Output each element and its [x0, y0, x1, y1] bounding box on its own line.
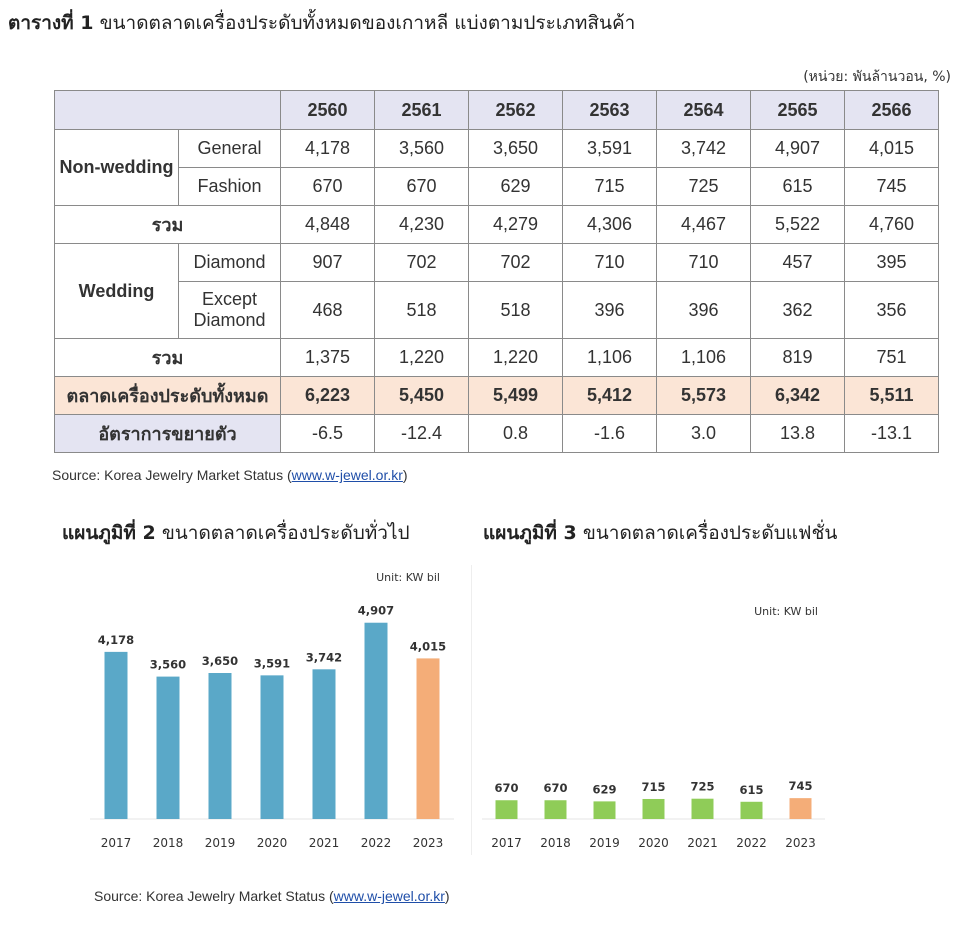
chart-unit-label: Unit: KW bil [376, 571, 440, 584]
x-tick-2022: 2022 [360, 836, 392, 850]
table-row-total [55, 377, 939, 415]
cell: 5,573 [657, 377, 751, 415]
cell: 13.8 [751, 415, 845, 453]
x-tick-2017: 2017 [491, 836, 522, 850]
cell: 710 [563, 244, 657, 282]
cell: 4,230 [375, 206, 469, 244]
table-row-growth [55, 415, 939, 453]
chart-title-general [62, 518, 410, 548]
cell: 518 [469, 282, 563, 339]
cell: 4,015 [845, 130, 939, 168]
cell: 3.0 [657, 415, 751, 453]
cell: 4,907 [751, 130, 845, 168]
cell: 4,760 [845, 206, 939, 244]
x-tick-2019: 2019 [589, 836, 620, 850]
cell: 396 [657, 282, 751, 339]
cell: 3,650 [469, 130, 563, 168]
source-prefix: Source: Korea Jewelry Market Status ( [94, 888, 334, 904]
chart-title-prefix: แผนภูมิที่ 2 [62, 522, 156, 544]
bar-2021 [692, 799, 714, 819]
cell: 5,450 [375, 377, 469, 415]
bar-2023 [790, 798, 812, 819]
data-label-2018: 670 [543, 781, 568, 796]
cell: 1,220 [469, 339, 563, 377]
x-tick-2021: 2021 [687, 836, 718, 850]
data-label-2018: 3,560 [149, 657, 187, 672]
cell: 1,106 [563, 339, 657, 377]
table-row-fashion [55, 168, 939, 206]
bar-2021 [313, 669, 336, 819]
row-label-diamond: Diamond [179, 244, 281, 282]
chart-unit-label: Unit: KW bil [754, 605, 818, 618]
source-note-bottom [94, 888, 450, 904]
row-label-growth: อัตราการขยายตัว [55, 415, 281, 453]
year-header: 2561 [375, 91, 469, 130]
year-header: 2562 [469, 91, 563, 130]
bar-2019 [209, 673, 232, 819]
bar-2022 [365, 623, 388, 819]
cell: 710 [657, 244, 751, 282]
chart-divider [471, 565, 472, 855]
x-tick-2023: 2023 [785, 836, 816, 850]
cell: 670 [281, 168, 375, 206]
cell: 5,522 [751, 206, 845, 244]
cell: 396 [563, 282, 657, 339]
year-header: 2560 [281, 91, 375, 130]
row-label-sum: รวม [55, 206, 281, 244]
year-header: 2566 [845, 91, 939, 130]
cell: -6.5 [281, 415, 375, 453]
group-label-wedding: Wedding [55, 244, 179, 339]
data-label-2020: 3,591 [253, 656, 291, 671]
table-title [8, 8, 635, 38]
cell: 751 [845, 339, 939, 377]
x-tick-2023: 2023 [412, 836, 444, 850]
data-label-2022: 615 [739, 782, 764, 797]
bar-2019 [594, 801, 616, 819]
cell: 4,306 [563, 206, 657, 244]
cell: 670 [375, 168, 469, 206]
row-label-fashion: Fashion [179, 168, 281, 206]
x-tick-2020: 2020 [638, 836, 669, 850]
source-suffix: ) [444, 888, 450, 904]
table-row-general [55, 130, 939, 168]
cell: 395 [845, 244, 939, 282]
bar-2020 [261, 675, 284, 819]
bar-2017 [105, 652, 128, 819]
cell: 715 [563, 168, 657, 206]
bar-2017 [496, 800, 518, 819]
table-row-diamond [55, 244, 939, 282]
source-prefix: Source: Korea Jewelry Market Status ( [52, 467, 292, 483]
cell: 468 [281, 282, 375, 339]
row-label-except-line2: Diamond [193, 310, 266, 330]
unit-note: (หน่วย: พันล้านวอน, %) [803, 69, 951, 85]
row-label-total: ตลาดเครื่องประดับทั้งหมด [55, 377, 281, 415]
cell: 5,412 [563, 377, 657, 415]
cell: 0.8 [469, 415, 563, 453]
cell: 5,511 [845, 377, 939, 415]
data-label-2021: 3,742 [305, 650, 343, 665]
data-label-2019: 629 [592, 782, 617, 797]
source-link[interactable]: www.w-jewel.or.kr [333, 888, 445, 904]
cell: 1,220 [375, 339, 469, 377]
data-label-2023: 4,015 [409, 639, 447, 654]
cell: 4,178 [281, 130, 375, 168]
bar-2018 [545, 800, 567, 819]
cell: 702 [469, 244, 563, 282]
table-title-text: ขนาดตลาดเครื่องประดับทั้งหมดของเกาหลี แบ่งตามประเภทสินค้า [93, 12, 636, 34]
cell: 615 [751, 168, 845, 206]
source-link[interactable]: www.w-jewel.or.kr [291, 467, 403, 483]
chart-fashion [482, 590, 842, 865]
x-tick-2018: 2018 [152, 836, 184, 850]
bar-2018 [157, 677, 180, 819]
cell: 745 [845, 168, 939, 206]
chart-general [90, 565, 460, 865]
header-row [55, 91, 939, 130]
cell: -1.6 [563, 415, 657, 453]
cell: 3,560 [375, 130, 469, 168]
x-tick-2020: 2020 [256, 836, 288, 850]
cell: 457 [751, 244, 845, 282]
data-label-2019: 3,650 [201, 654, 239, 668]
cell: -13.1 [845, 415, 939, 453]
x-tick-2019: 2019 [204, 836, 236, 850]
cell: 6,342 [751, 377, 845, 415]
data-label-2020: 715 [641, 779, 666, 794]
row-label-except-diamond [179, 282, 281, 339]
year-header: 2565 [751, 91, 845, 130]
cell: 518 [375, 282, 469, 339]
year-header: 2563 [563, 91, 657, 130]
row-label-sum: รวม [55, 339, 281, 377]
cell: 5,499 [469, 377, 563, 415]
bar-2020 [643, 799, 665, 819]
cell: 1,106 [657, 339, 751, 377]
table-row-except-diamond [55, 282, 939, 339]
x-tick-2021: 2021 [308, 836, 340, 850]
data-label-2017: 4,178 [97, 632, 135, 647]
bar-2022 [741, 802, 763, 819]
data-label-2023: 745 [788, 779, 813, 794]
row-label-except-line1: Except [201, 289, 258, 309]
cell: 725 [657, 168, 751, 206]
cell: 4,279 [469, 206, 563, 244]
cell: 1,375 [281, 339, 375, 377]
cell: 362 [751, 282, 845, 339]
cell: 702 [375, 244, 469, 282]
cell: -12.4 [375, 415, 469, 453]
table-row-wedding-sum [55, 339, 939, 377]
chart-title-prefix: แผนภูมิที่ 3 [483, 522, 577, 544]
chart-title-text: ขนาดตลาดเครื่องประดับแฟชั่น [576, 522, 838, 544]
row-label-general: General [179, 130, 281, 168]
x-tick-2022: 2022 [736, 836, 767, 850]
table-row-non-wedding-sum [55, 206, 939, 244]
source-suffix: ) [402, 467, 408, 483]
cell: 6,223 [281, 377, 375, 415]
cell: 629 [469, 168, 563, 206]
chart-title-text: ขนาดตลาดเครื่องประดับทั่วไป [155, 522, 410, 544]
data-label-2017: 670 [494, 781, 519, 796]
header-blank-cell [55, 91, 281, 130]
bar-2023 [417, 658, 440, 819]
table-title-prefix: ตารางที่ 1 [8, 12, 94, 34]
year-header: 2564 [657, 91, 751, 130]
market-size-table [54, 90, 939, 453]
cell: 3,742 [657, 130, 751, 168]
cell: 907 [281, 244, 375, 282]
cell: 4,467 [657, 206, 751, 244]
cell: 4,848 [281, 206, 375, 244]
cell: 3,591 [563, 130, 657, 168]
x-tick-2018: 2018 [540, 836, 571, 850]
cell: 356 [845, 282, 939, 339]
data-label-2022: 4,907 [357, 603, 395, 618]
group-label-non-wedding: Non-wedding [55, 130, 179, 206]
cell: 819 [751, 339, 845, 377]
chart-title-fashion [483, 518, 837, 548]
source-note-top [52, 467, 408, 483]
data-label-2021: 725 [690, 779, 715, 794]
x-tick-2017: 2017 [100, 836, 132, 850]
